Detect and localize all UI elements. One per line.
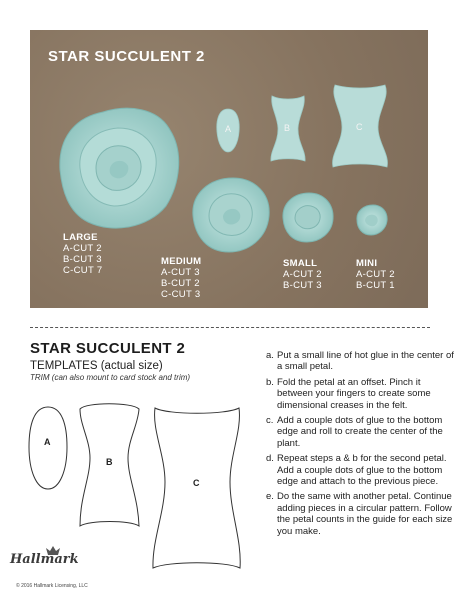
size-name: SMALL bbox=[283, 258, 318, 269]
template-a-label: A bbox=[44, 437, 51, 447]
step-text: Add a couple dots of glue to the bottom edge and roll to create the center of the plant. bbox=[277, 415, 443, 449]
size-name: MEDIUM bbox=[161, 256, 202, 267]
step-text: Put a small line of hot glue in the center of a small petal. bbox=[277, 350, 454, 373]
piece-label-a: A bbox=[225, 124, 232, 134]
instruction-step bbox=[266, 350, 456, 373]
instruction-step bbox=[266, 377, 456, 411]
template-c-label: C bbox=[193, 478, 200, 488]
instruction-step bbox=[266, 415, 456, 449]
templates-note: TRIM (can also mount to card stock and trim) bbox=[30, 373, 191, 382]
size-name: MINI bbox=[356, 258, 378, 269]
step-letter: e. bbox=[266, 491, 274, 503]
cut-count: A-CUT 2 bbox=[63, 243, 102, 254]
instruction-step bbox=[266, 491, 456, 537]
instruction-step bbox=[266, 453, 456, 487]
step-letter: c. bbox=[266, 415, 274, 427]
cut-count: B-CUT 1 bbox=[356, 280, 395, 291]
cut-count: B-CUT 2 bbox=[161, 278, 200, 289]
step-text: Repeat steps a & b for the second petal. Add a couple dots of glue to the bottom edge and attach to the previous piece. bbox=[277, 453, 447, 488]
cut-count: C-CUT 7 bbox=[63, 265, 103, 276]
template-c-shape bbox=[153, 408, 240, 568]
cut-count: B-CUT 3 bbox=[283, 280, 322, 291]
copyright-text: © 2016 Hallmark Licensing, LLC bbox=[16, 583, 88, 589]
step-text: Fold the petal at an offset. Pinch it between your fingers to create some dimensional creases in the felt. bbox=[277, 376, 431, 411]
step-text: Do the same with another petal. Continue adding pieces in a circular pattern. Follow the petal counts in the guide for each size you make. bbox=[277, 491, 453, 537]
cut-count: A-CUT 2 bbox=[283, 269, 322, 280]
hallmark-logo: Hallmark bbox=[10, 552, 79, 567]
size-name: LARGE bbox=[63, 232, 98, 243]
photo-title: STAR SUCCULENT 2 bbox=[48, 48, 205, 65]
cut-count: A-CUT 3 bbox=[161, 267, 200, 278]
template-a-shape bbox=[29, 407, 67, 489]
cut-count: C-CUT 3 bbox=[161, 289, 201, 300]
piece-label-c: C bbox=[356, 122, 363, 132]
templates-heading: TEMPLATES (actual size) bbox=[30, 360, 163, 372]
cut-count: A-CUT 2 bbox=[356, 269, 395, 280]
step-letter: b. bbox=[266, 376, 274, 388]
template-b-label: B bbox=[106, 457, 113, 467]
instructions-list bbox=[266, 350, 456, 541]
step-letter: a. bbox=[266, 350, 274, 361]
cut-count: B-CUT 3 bbox=[63, 254, 102, 265]
page-title: STAR SUCCULENT 2 bbox=[30, 340, 186, 357]
step-letter: d. bbox=[266, 453, 274, 465]
piece-label-b: B bbox=[284, 123, 291, 133]
